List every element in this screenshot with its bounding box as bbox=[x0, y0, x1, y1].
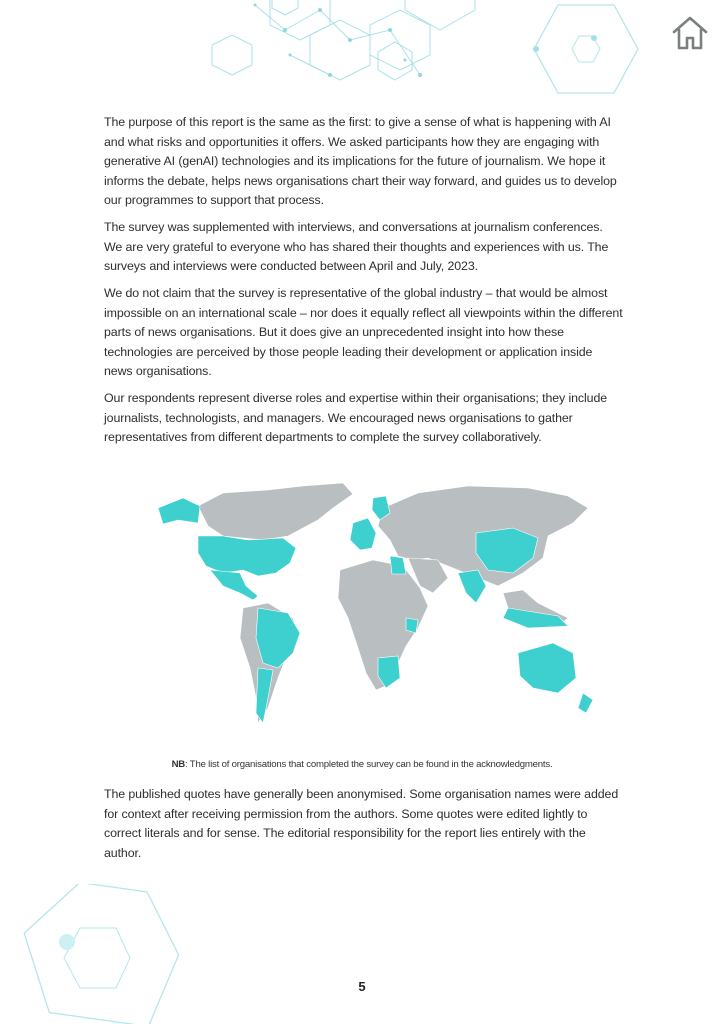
map-western-europe bbox=[350, 518, 376, 550]
hexagon-decoration-right bbox=[530, 3, 642, 95]
paragraph-survey: The survey was supplemented with interviews, and conversations at journalism conferences. We are very grateful to everyone who has shared their thoughts and experiences with us. The surveys and interviews were conducted between April and July, 2023. bbox=[104, 220, 609, 273]
map-mexico bbox=[210, 570, 258, 600]
hexagon-network-decoration bbox=[190, 0, 490, 105]
page-number: 5 bbox=[358, 979, 366, 994]
note-label: NB bbox=[171, 759, 186, 770]
home-icon[interactable] bbox=[671, 15, 709, 51]
note-text: : The list of organisations that completed the survey can be found in the acknowledgments. bbox=[185, 759, 553, 770]
outro-text bbox=[104, 785, 624, 871]
world-map bbox=[128, 478, 624, 734]
paragraph-representativeness: We do not claim that the survey is representative of the global industry – that would be almost impossible on an international scale – nor does it equally reflect all viewpoints within the different parts of news organisations. But it does give an unprecedented insight into how these technologies are perceived by those people leading their development or application inside news organisations. bbox=[104, 286, 623, 378]
map-kenya bbox=[406, 618, 418, 633]
map-egypt bbox=[390, 556, 406, 574]
hexagon-decoration-bottom bbox=[18, 884, 182, 1024]
map-alaska bbox=[158, 498, 200, 524]
map-new-zealand bbox=[578, 693, 593, 713]
map-canada bbox=[198, 483, 353, 540]
paragraph-respondents: Our respondents represent diverse roles and expertise within their organisations; they include journalists, technologists, and managers. We encouraged news organisations to gather representatives from different departments to complete the survey collaboratively. bbox=[104, 391, 608, 444]
map-brazil bbox=[256, 608, 300, 668]
map-australia bbox=[518, 643, 576, 693]
paragraph-purpose: The purpose of this report is the same as the first: to give a sense of what is happening with AI and what risks and opportunities it offers. We asked participants how they are engaging with generative AI (genAI) technologies and its implications for the future of journalism. We hope it informs the debate, helps news organisations chart their way forward, and guides us to develop our programmes to support that process. bbox=[104, 115, 617, 207]
map-footnote bbox=[0, 759, 724, 770]
paragraph-quotes: The published quotes have generally been anonymised. Some organisation names were added for context after receiving permission from the authors. Some quotes were edited lightly to correct literals and for sense. The editorial responsibility for the report lies entirely with the author. bbox=[104, 787, 619, 860]
intro-text bbox=[104, 113, 624, 455]
